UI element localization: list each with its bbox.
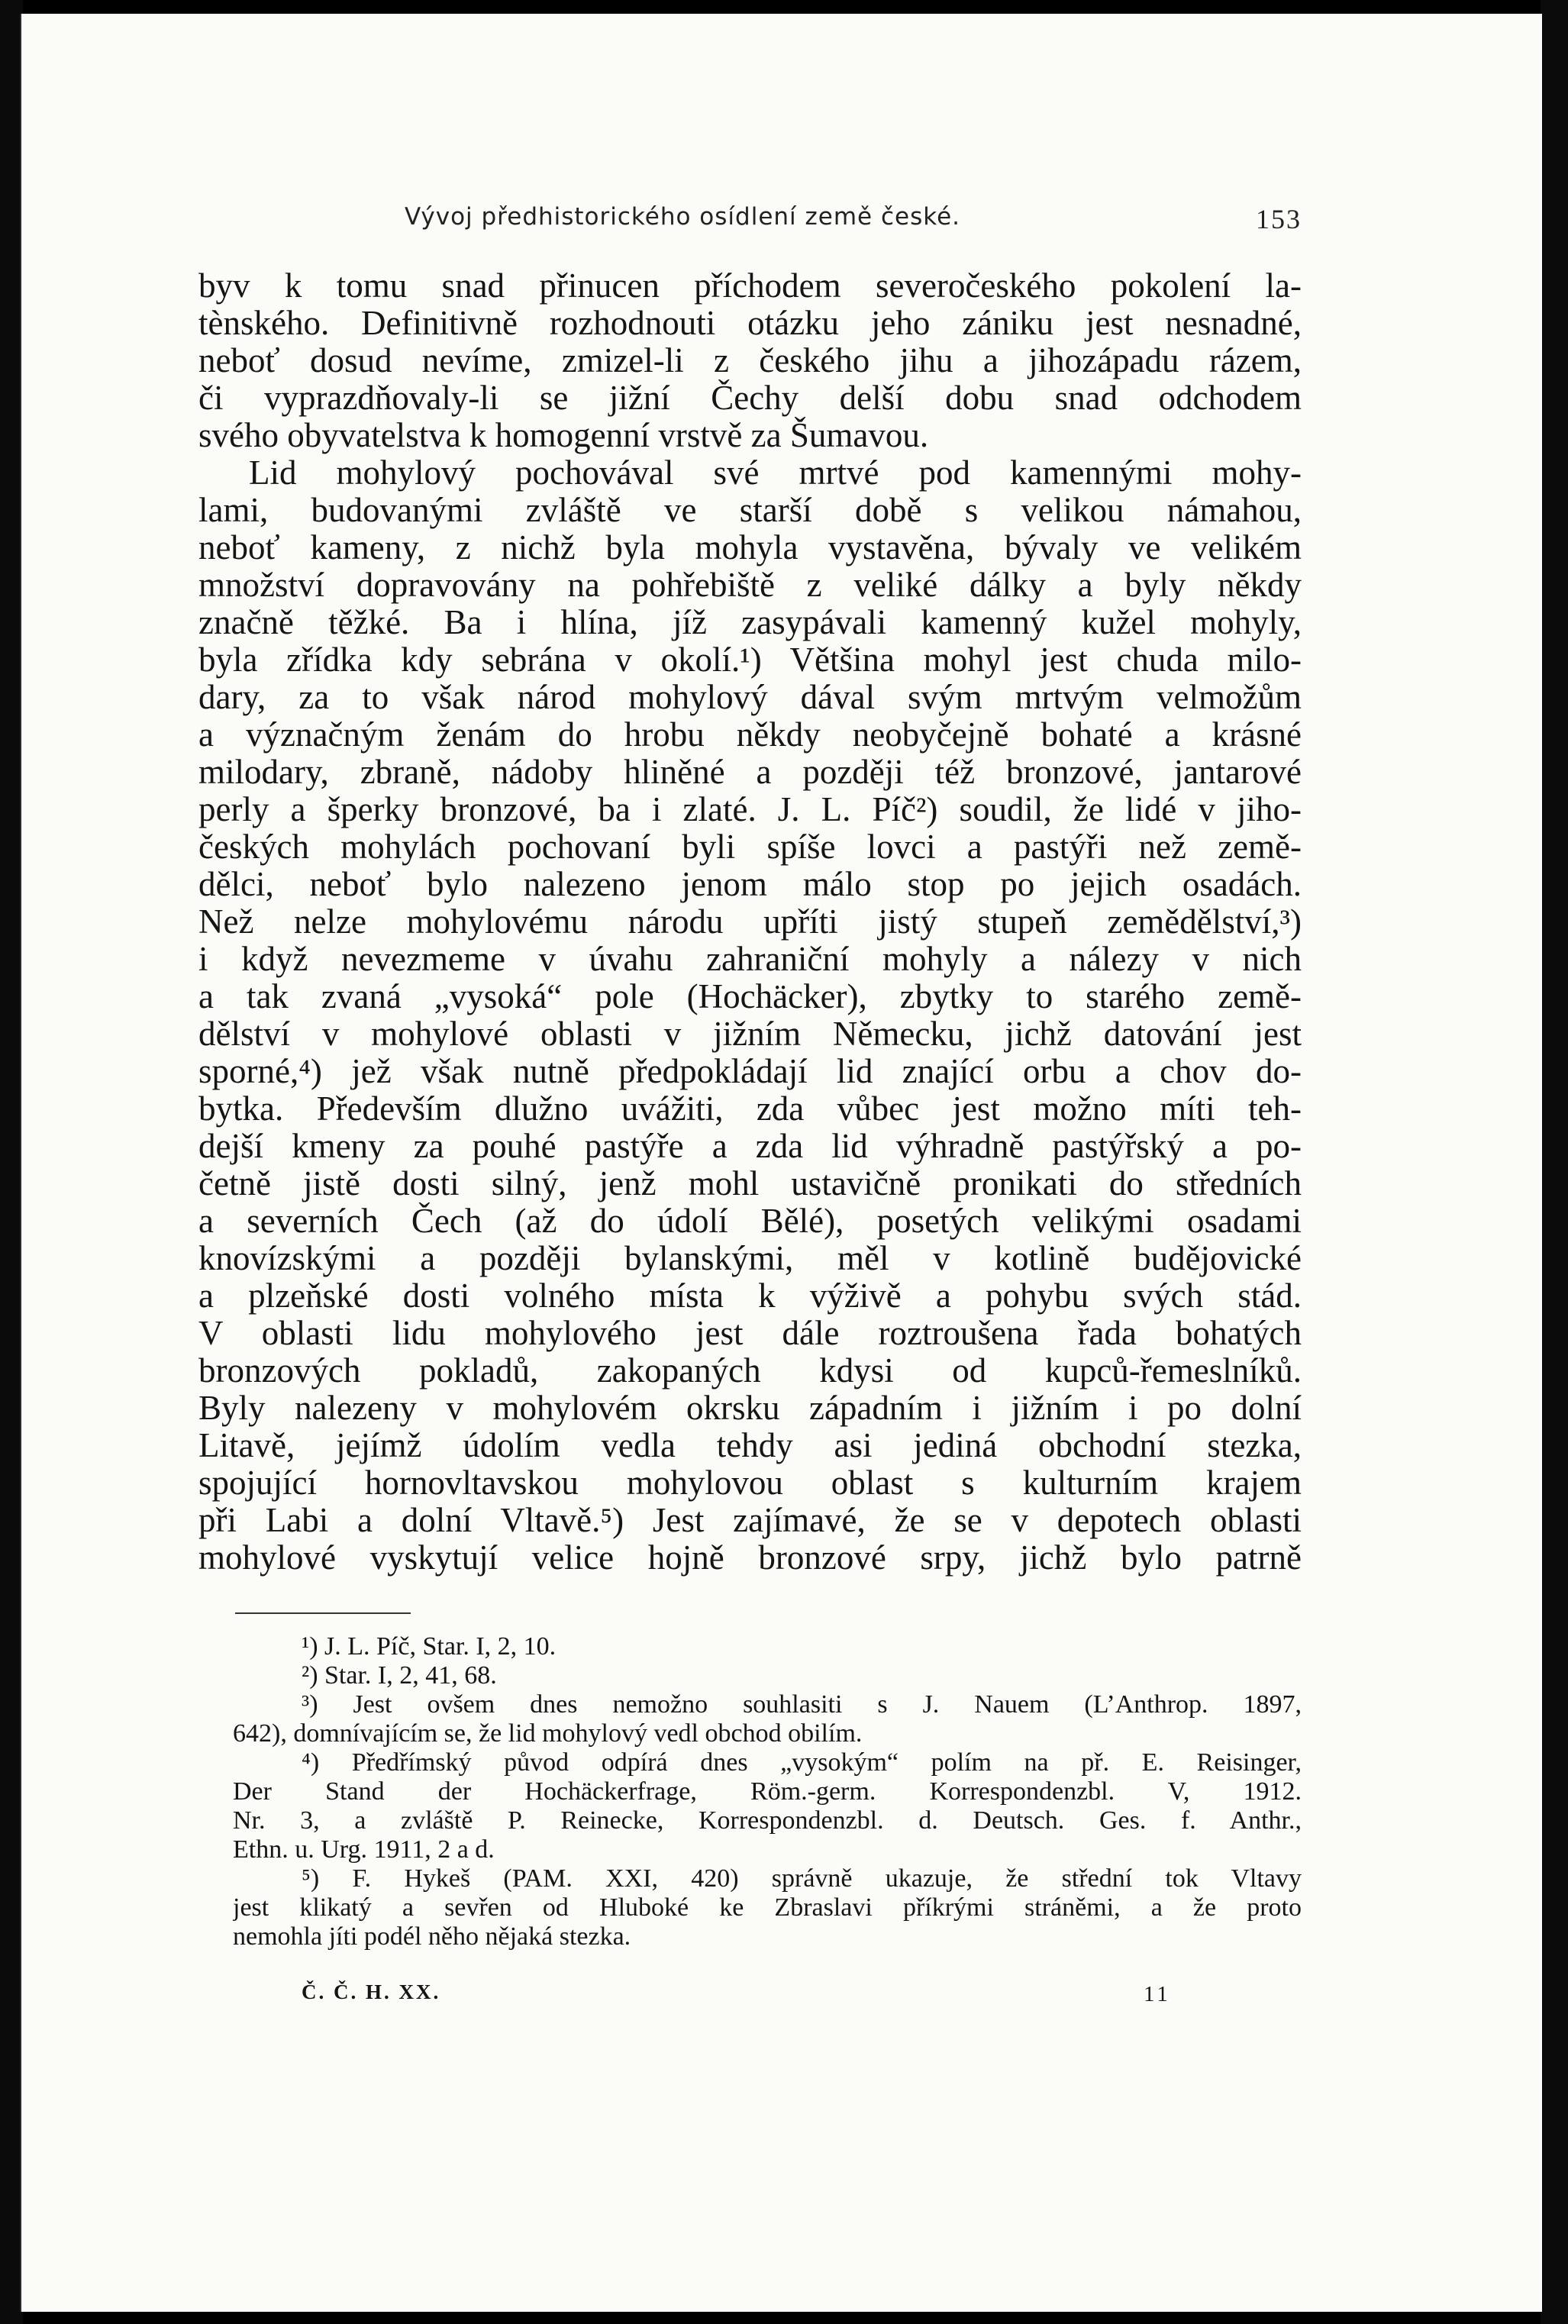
text-line: a tak zvaná „vysoká“ pole (Hochäcker), zbytky to starého země- (198, 978, 1302, 1015)
running-title: Vývoj předhistorického osídlení země české. (405, 203, 961, 231)
text-line: tènského. Definitivně rozhodnouti otázku jeho zániku jest nesnadné, (198, 305, 1302, 342)
text-line: dejší kmeny za pouhé pastýře a zda lid výhradně pastýřský a po- (198, 1128, 1302, 1165)
footnote-line: 642), domnívajícím se, že lid mohylový vedl obchod obilím. (233, 1719, 863, 1748)
page-number: 153 (1256, 204, 1302, 234)
text-line: dělství v mohylové oblasti v jižním Německu, jichž datování jest (198, 1015, 1302, 1053)
text-line: a význačným ženám do hrobu někdy neobyčejně bohaté a krásné (198, 716, 1302, 754)
text-line: Než nelze mohylovému národu upříti jistý stupeň zemědělství,³) (198, 903, 1302, 941)
footnote-line: jest klikatý a sevřen od Hluboké ke Zbraslavi příkrými stráněmi, a že proto (233, 1893, 1302, 1922)
footnote-line: ⁴) Předřímský původ odpírá dnes „vysokým“ polím na př. E. Reisinger, (302, 1748, 1302, 1777)
footnote-line: nemohla jíti podél něho nějaká stezka. (233, 1922, 631, 1951)
text-line: a severních Čech (až do údolí Bělé), posetých velikými osadami (198, 1202, 1302, 1240)
text-line: bytka. Především dlužno uvážiti, zda vůbec jest možno míti teh- (198, 1090, 1302, 1128)
text-line: neboť kameny, z nichž byla mohyla vystavěna, bývaly ve velikém (198, 529, 1302, 566)
footnote-line: ³) Jest ovšem dnes nemožno souhlasiti s J. Nauem (L’Anthrop. 1897, (302, 1690, 1302, 1719)
main-text (198, 267, 1302, 1577)
text-line: Litavě, jejímž údolím vedla tehdy asi jediná obchodní stezka, (198, 1427, 1302, 1464)
text-line: sporné,⁴) jež však nutně předpokládají lid znající orbu a chov do- (198, 1053, 1302, 1090)
text-line: lami, budovanými zvláště ve starší době s velikou námahou, (198, 492, 1302, 529)
text-line: perly a šperky bronzové, ba i zlaté. J. L. Píč²) soudil, že lidé v jiho- (198, 791, 1302, 828)
text-line: Byly nalezeny v mohylovém okrsku západním i jižním i po dolní (198, 1390, 1302, 1427)
footnote-line: ¹) J. L. Píč, Star. I, 2, 10. (302, 1632, 557, 1661)
text-line: neboť dosud nevíme, zmizel-li z českého jihu a jihozápadu rázem, (198, 342, 1302, 379)
footnote-divider (235, 1612, 411, 1614)
sheet-number: 11 (1144, 1982, 1171, 2006)
footnote-line: Nr. 3, a zvláště P. Reinecke, Korrespondenzbl. d. Deutsch. Ges. f. Anthr., (233, 1806, 1302, 1835)
signature-mark: Č. Č. H. XX. (302, 1980, 441, 2003)
text-line: bronzových pokladů, zakopaných kdysi od kupců-řemeslníků. (198, 1352, 1302, 1390)
footnote-line: Der Stand der Hochäckerfrage, Röm.-germ. Korrespondenzbl. V, 1912. (233, 1777, 1302, 1806)
footnote-line: ⁵) F. Hykeš (PAM. XXI, 420) správně ukazuje, že střední tok Vltavy (302, 1864, 1302, 1893)
text-line: i když nevezmeme v úvahu zahraniční mohyly a nálezy v nich (198, 941, 1302, 978)
scan-border-right (1541, 0, 1568, 2324)
footnote-line: ²) Star. I, 2, 41, 68. (302, 1661, 497, 1690)
text-line: knovízskými a později bylanskými, měl v kotlině budějovické (198, 1240, 1302, 1277)
text-line: spojující hornovltavskou mohylovou oblast s kulturním krajem (198, 1464, 1302, 1502)
text-line: byla zřídka kdy sebrána v okolí.¹) Většina mohyl jest chuda milo- (198, 641, 1302, 679)
text-line: byv k tomu snad přinucen příchodem severočeského pokolení la- (198, 267, 1302, 305)
text-line: dary, za to však národ mohylový dával svým mrtvým velmožům (198, 679, 1302, 716)
text-line: četně jistě dosti silný, jenž mohl ustavičně pronikati do středních (198, 1165, 1302, 1202)
text-line: V oblasti lidu mohylového jest dále roztroušena řada bohatých (198, 1315, 1302, 1352)
text-line: milodary, zbraně, nádoby hliněné a později též bronzové, jantarové (198, 754, 1302, 791)
text-line: a plzeňské dosti volného místa k výživě a pohybu svých stád. (198, 1277, 1302, 1315)
text-line: svého obyvatelstva k homogenní vrstvě za Šumavou. (198, 417, 929, 454)
text-line: množství dopravovány na pohřebiště z veliké dálky a byly někdy (198, 566, 1302, 604)
text-line: českých mohylách pochovaní byli spíše lovci a pastýři než země- (198, 828, 1302, 866)
text-line: mohylové vyskytují velice hojně bronzové srpy, jichž bylo patrně (198, 1539, 1302, 1577)
text-line: značně těžké. Ba i hlína, jíž zasypávali kamenný kužel mohyly, (198, 604, 1302, 641)
text-line: při Labi a dolní Vltavě.⁵) Jest zajímavé, že se v depotech oblasti (198, 1502, 1302, 1539)
footnote-line: Ethn. u. Urg. 1911, 2 a d. (233, 1835, 495, 1864)
text-line: či vyprazdňovaly-li se jižní Čechy delší dobu snad odchodem (198, 379, 1302, 417)
footnotes (233, 1632, 1302, 1951)
text-line: Lid mohylový pochovával své mrtvé pod kamennými mohy- (249, 454, 1302, 492)
text-line: dělci, neboť bylo nalezeno jenom málo stop po jejich osadách. (198, 866, 1302, 903)
